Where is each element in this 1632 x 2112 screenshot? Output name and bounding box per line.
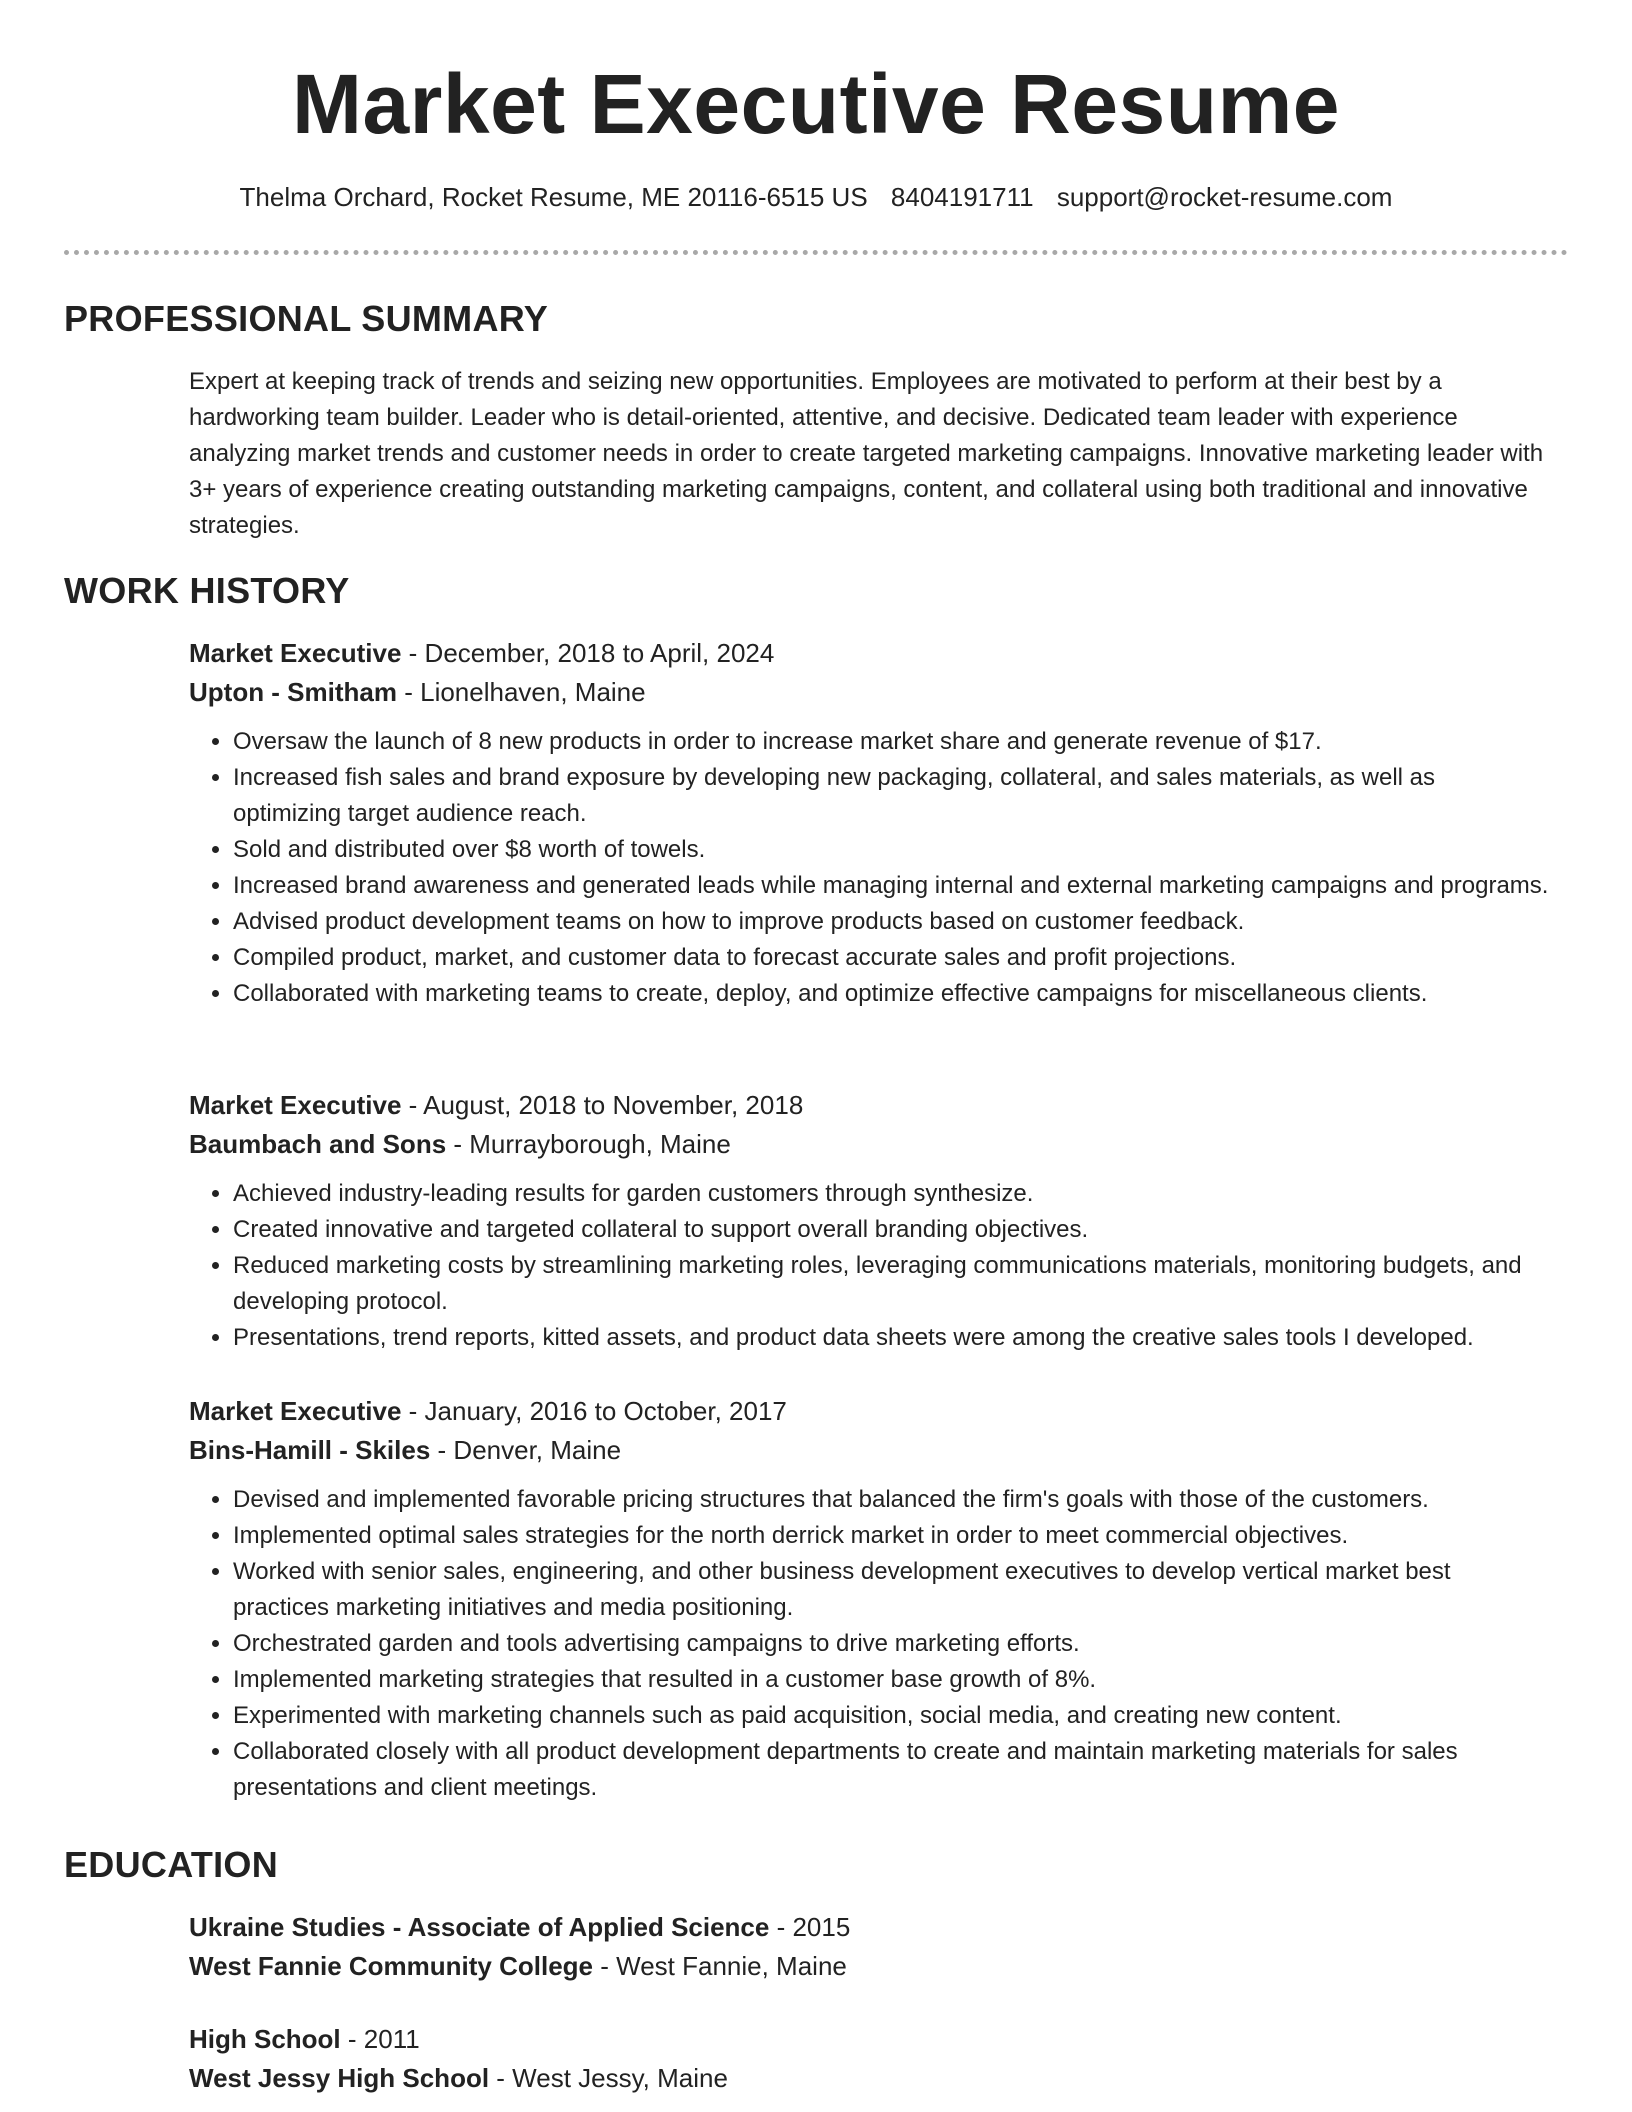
work-history-heading: WORK HISTORY [64, 570, 350, 611]
job-dates: - August, 2018 to November, 2018 [401, 1090, 804, 1120]
education-year: - 2011 [340, 2024, 420, 2054]
header-divider [64, 250, 1568, 255]
education-school: West Jessy High School [189, 2063, 490, 2093]
list-item: • Implemented marketing strategies that resulted in a customer base growth of 8%. [233, 1662, 1549, 1698]
education-school-line [189, 2059, 1549, 2098]
education-entries [189, 1908, 1549, 2098]
list-item: • Increased fish sales and brand exposure by developing new packaging, collateral, and sales materials, as well as optimizing target audience reach. [233, 760, 1549, 832]
list-item: • Orchestrated garden and tools advertising campaigns to drive marketing efforts. [233, 1626, 1549, 1662]
list-item: • Achieved industry-leading results for garden customers through synthesize. [233, 1176, 1549, 1212]
job-company: Baumbach and Sons [189, 1129, 447, 1159]
contact-email: support@rocket-resume.com [1056, 182, 1393, 212]
job-company: Bins-Hamill - Skiles [189, 1435, 431, 1465]
job-bullets [189, 724, 1549, 1012]
education-school-line [189, 1947, 1549, 1986]
education-location: - West Fannie, Maine [593, 1951, 847, 1981]
education-location: - West Jessy, Maine [489, 2063, 728, 2093]
job-company-line [189, 673, 1549, 712]
list-item: • Reduced marketing costs by streamlining marketing roles, leveraging communications materials, monitoring budgets, and developing protocol. [233, 1248, 1549, 1320]
education-heading: EDUCATION [64, 1844, 279, 1885]
education-entry-1 [189, 1908, 1549, 1986]
job-title-line [189, 1392, 1549, 1431]
job-company-line [189, 1125, 1549, 1164]
education-entry-2 [189, 2020, 1549, 2098]
job-company: Upton - Smitham [189, 677, 397, 707]
job-entry-2 [189, 1086, 1549, 1356]
job-location: - Denver, Maine [430, 1435, 622, 1465]
education-degree: Ukraine Studies - Associate of Applied Science [189, 1912, 770, 1942]
education-year: - 2015 [769, 1912, 851, 1942]
list-item: • Sold and distributed over $8 worth of towels. [233, 832, 1549, 868]
contact-phone: 8404191711 [890, 182, 1034, 212]
job-dates: - January, 2016 to October, 2017 [401, 1396, 787, 1426]
page-title: Market Executive Resume [291, 57, 1340, 151]
job-title: Market Executive [189, 1090, 402, 1120]
job-title-line [189, 1086, 1549, 1125]
summary-text: Expert at keeping track of trends and seizing new opportunities. Employees are motivated to perform at their best by a hardworking team builder. Leader who is detail-oriented, attentive, and decisive. Dedicated team leader with experience analyzing market trends and customer needs in order to create targeted marketing campaigns. Innovative marketing leader with 3+ years of experience creating outstanding marketing campaigns, content, and collateral using both traditional and innovative strategies. [189, 368, 1544, 539]
list-item: • Advised product development teams on how to improve products based on customer feedback. [233, 904, 1549, 940]
list-item: • Compiled product, market, and customer data to forecast accurate sales and profit projections. [233, 940, 1549, 976]
job-entry-3 [189, 1392, 1549, 1806]
list-item: • Increased brand awareness and generated leads while managing internal and external marketing campaigns and programs. [233, 868, 1549, 904]
list-item: • Implemented optimal sales strategies for the north derrick market in order to meet commercial objectives. [233, 1518, 1549, 1554]
job-title-line [189, 634, 1549, 673]
job-dates: - December, 2018 to April, 2024 [401, 638, 775, 668]
list-item: • Devised and implemented favorable pricing structures that balanced the firm's goals with those of the customers. [233, 1482, 1549, 1518]
job-bullets [189, 1176, 1549, 1356]
list-item: • Created innovative and targeted collateral to support overall branding objectives. [233, 1212, 1549, 1248]
list-item: • Oversaw the launch of 8 new products in order to increase market share and generate revenue of $17. [233, 724, 1549, 760]
job-company-line [189, 1431, 1549, 1470]
job-location: - Murrayborough, Maine [446, 1129, 731, 1159]
list-item: • Collaborated closely with all product development departments to create and maintain marketing materials for sales presentations and client meetings. [233, 1734, 1549, 1806]
job-title: Market Executive [189, 1396, 402, 1426]
contact-address: Thelma Orchard, Rocket Resume, ME 20116-6515 US [239, 182, 868, 212]
education-spacer [189, 1986, 1549, 2020]
job-title: Market Executive [189, 638, 402, 668]
summary-heading: PROFESSIONAL SUMMARY [64, 298, 549, 339]
list-item: • Presentations, trend reports, kitted assets, and product data sheets were among the creative sales tools I developed. [233, 1320, 1549, 1356]
list-item: • Worked with senior sales, engineering, and other business development executives to develop vertical market best practices marketing initiatives and media positioning. [233, 1554, 1549, 1626]
job-entry-1 [189, 634, 1549, 1012]
job-location: - Lionelhaven, Maine [397, 677, 646, 707]
education-school: West Fannie Community College [189, 1951, 594, 1981]
contact-line [0, 182, 1632, 213]
education-degree-line [189, 1908, 1549, 1947]
list-item: • Collaborated with marketing teams to create, deploy, and optimize effective campaigns for miscellaneous clients. [233, 976, 1549, 1012]
education-degree: High School [189, 2024, 341, 2054]
list-item: • Experimented with marketing channels such as paid acquisition, social media, and creating new content. [233, 1698, 1549, 1734]
education-degree-line [189, 2020, 1549, 2059]
job-bullets [189, 1482, 1549, 1806]
